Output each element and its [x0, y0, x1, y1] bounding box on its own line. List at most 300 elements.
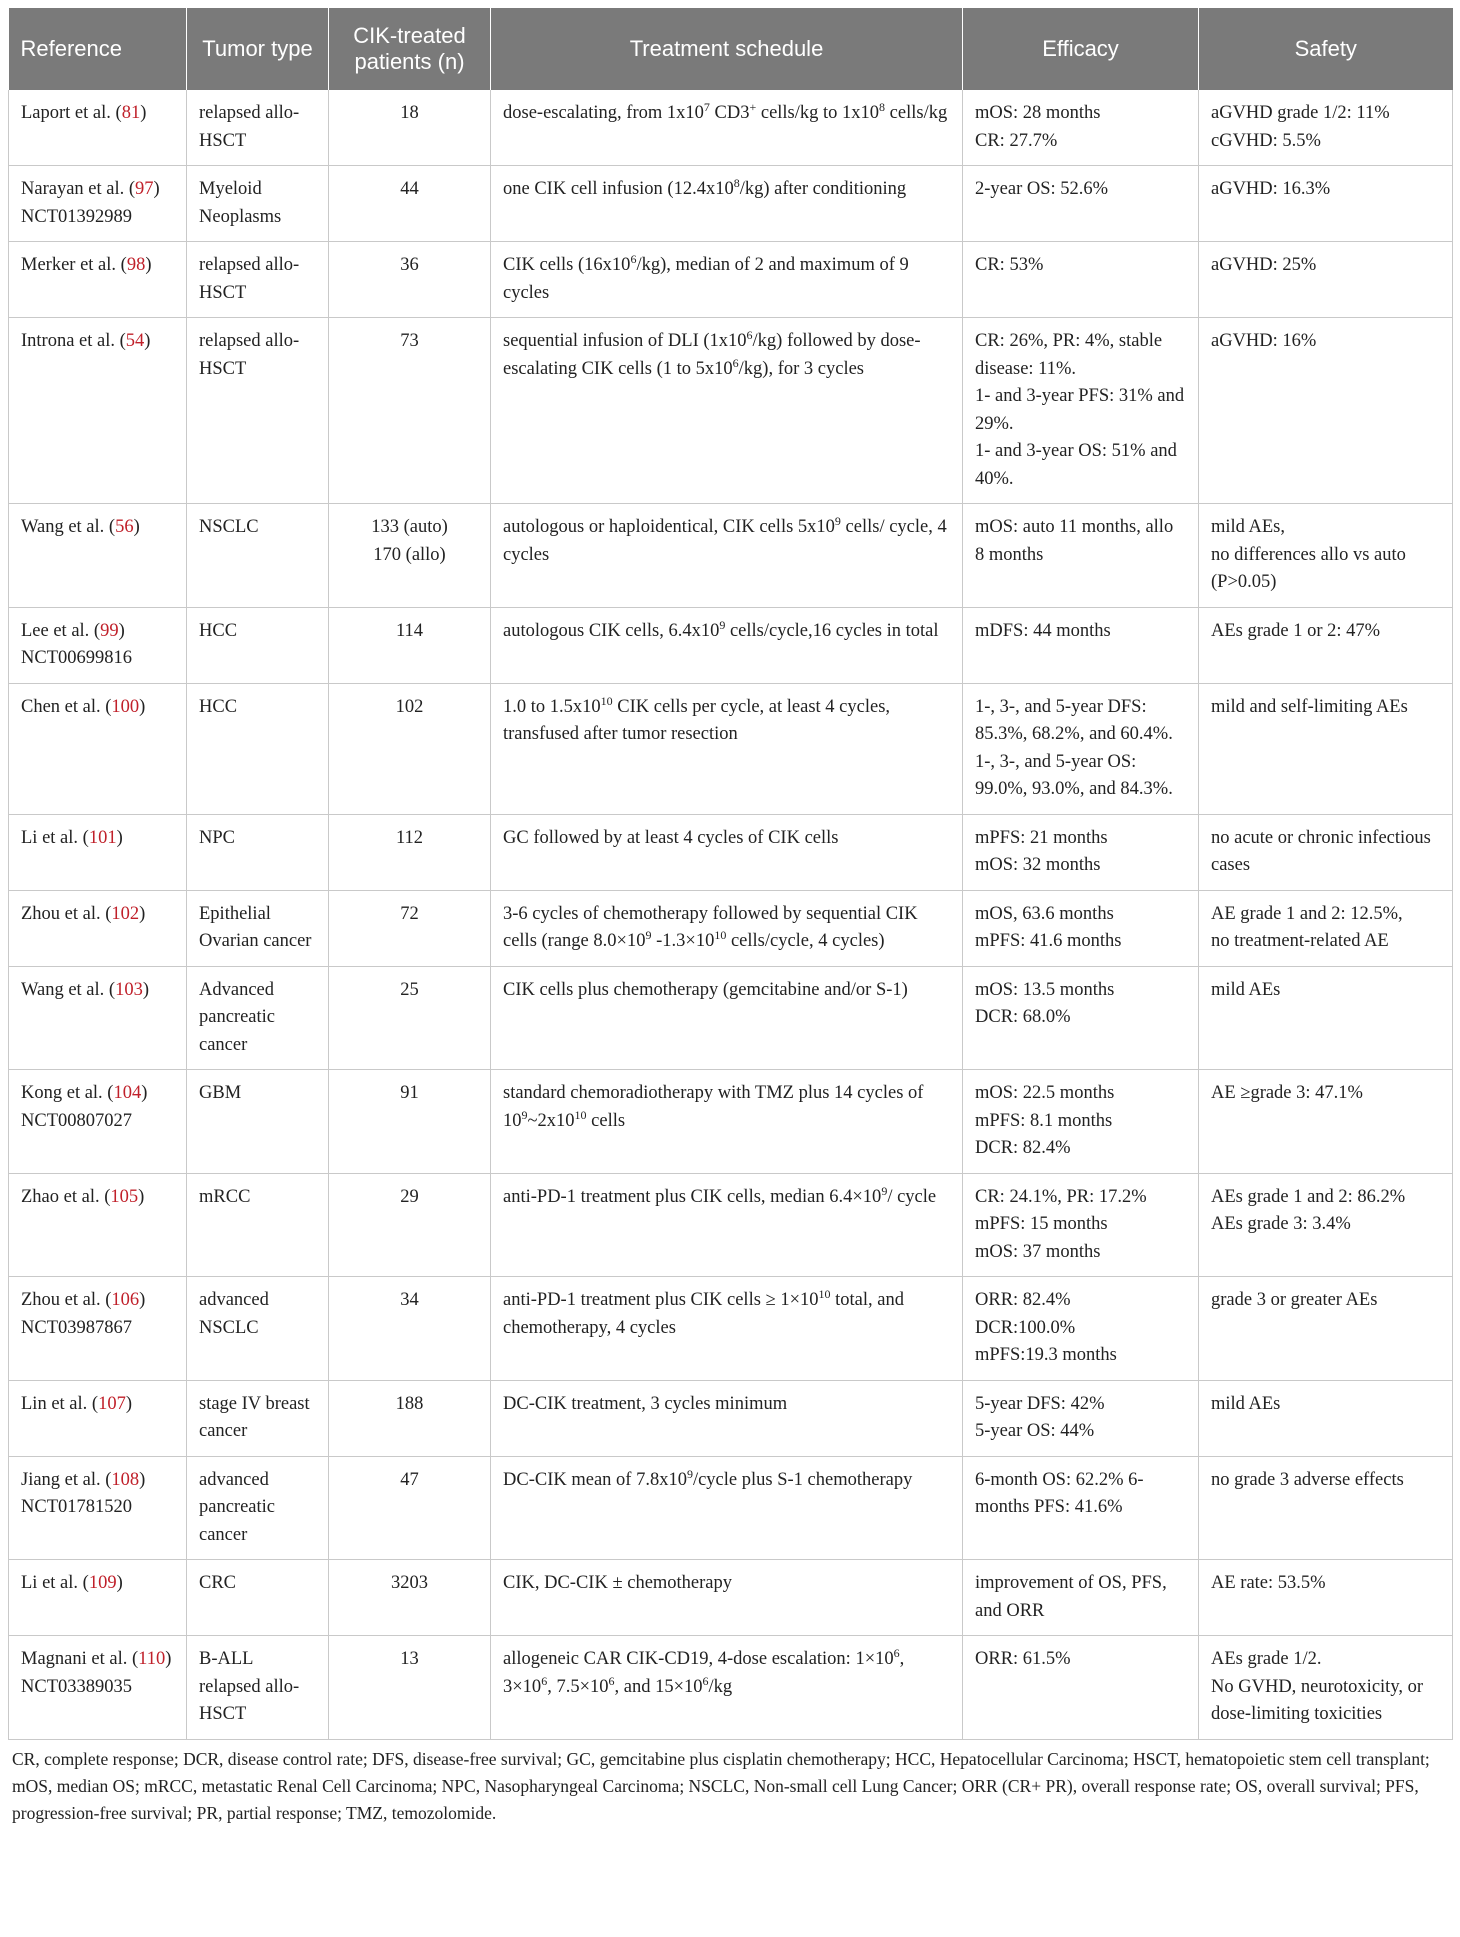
cell-tumor-type	[187, 814, 329, 890]
tumor-type-text: GBM	[199, 1083, 242, 1103]
safety-text: AE rate: 53.5%	[1211, 1573, 1326, 1593]
cell-efficacy	[963, 607, 1199, 683]
cell-treatment-schedule	[491, 1173, 963, 1277]
efficacy-text: mOS: auto 11 months, allo 8 months	[975, 517, 1174, 565]
header-treatment-schedule: Treatment schedule	[491, 8, 963, 90]
efficacy-text: DCR:100.0%	[975, 1317, 1076, 1338]
reference-number: 110	[138, 1649, 166, 1669]
reference-number: 102	[111, 903, 140, 924]
table-row	[9, 607, 1453, 683]
cell-safety	[1199, 1636, 1453, 1740]
treatment-text: cells/cycle,16 cycles in total	[725, 620, 939, 641]
cell-safety	[1199, 966, 1453, 1070]
treatment-text: / cycle	[887, 1186, 937, 1207]
table-row	[9, 683, 1453, 814]
reference-number: 103	[115, 979, 143, 1000]
reference-close: )	[141, 1083, 148, 1103]
reference-number: 100	[111, 696, 140, 717]
cell-safety	[1199, 890, 1453, 966]
cell-reference	[9, 242, 187, 318]
treatment-text: cells/cycle, 4 cycles)	[726, 931, 885, 951]
treatment-superscript: 6	[893, 1645, 900, 1660]
cell-patients	[329, 814, 491, 890]
treatment-text: DC-CIK mean of 7.8x10	[503, 1469, 687, 1490]
treatment-text: CD3	[709, 103, 750, 123]
reference-author: Chen et al. (	[21, 696, 112, 717]
treatment-text: CIK cells plus chemotherapy (gemcitabine and/or S-1)	[503, 979, 908, 1000]
nct-id: NCT03987867	[21, 1317, 132, 1338]
treatment-superscript: 6	[630, 251, 637, 266]
safety-text: grade 3 or greater AEs	[1211, 1290, 1378, 1310]
cell-efficacy	[963, 1277, 1199, 1381]
tumor-type-text: CRC	[199, 1573, 237, 1593]
treatment-text: GC followed by at least 4 cycles of CIK cells	[503, 827, 839, 848]
table-row	[9, 504, 1453, 608]
treatment-text: anti-PD-1 treatment plus CIK cells, median 6.4×10	[503, 1186, 882, 1207]
cell-tumor-type	[187, 683, 329, 814]
treatment-text: /cycle plus S-1 chemotherapy	[692, 1469, 913, 1490]
reference-number: 99	[100, 620, 119, 641]
patients-count: 3203	[391, 1573, 428, 1593]
efficacy-text: 5-year OS: 44%	[975, 1421, 1095, 1441]
reference-close: )	[139, 903, 146, 924]
cell-patients	[329, 318, 491, 504]
reference-number: 101	[88, 827, 117, 848]
cell-treatment-schedule	[491, 1560, 963, 1636]
treatment-text: cells	[586, 1110, 626, 1131]
patients-count: 114	[395, 620, 424, 641]
reference-close: )	[139, 1290, 146, 1310]
tumor-type-text: NPC	[199, 827, 235, 848]
reference-author: Zhou et al. (	[21, 1290, 112, 1310]
treatment-superscript: 9	[881, 1183, 888, 1198]
safety-text: mild and self-limiting AEs	[1211, 696, 1408, 717]
safety-text: mild AEs	[1211, 979, 1281, 1000]
cell-patients	[329, 504, 491, 608]
cell-reference	[9, 1636, 187, 1740]
treatment-superscript: 6	[702, 1673, 709, 1688]
cell-tumor-type	[187, 607, 329, 683]
cell-patients	[329, 683, 491, 814]
cell-tumor-type	[187, 1277, 329, 1381]
cell-patients	[329, 1456, 491, 1560]
table-row	[9, 1560, 1453, 1636]
cell-tumor-type	[187, 318, 329, 504]
safety-text: AEs grade 1 and 2: 86.2%	[1211, 1186, 1406, 1207]
treatment-superscript: 6	[608, 1673, 615, 1688]
cell-efficacy	[963, 1173, 1199, 1277]
efficacy-text: mPFS: 41.6 months	[975, 931, 1122, 951]
cell-treatment-schedule	[491, 1277, 963, 1381]
cell-reference	[9, 318, 187, 504]
treatment-text: standard chemoradiotherapy with TMZ plus 14 cycles of 10	[503, 1083, 924, 1131]
efficacy-text: ORR: 82.4%	[975, 1290, 1071, 1310]
cell-patients	[329, 1380, 491, 1456]
safety-text: AE grade 1 and 2: 12.5%,	[1211, 903, 1403, 924]
cell-treatment-schedule	[491, 1636, 963, 1740]
cell-treatment-schedule	[491, 1456, 963, 1560]
cell-treatment-schedule	[491, 242, 963, 318]
cell-efficacy	[963, 1456, 1199, 1560]
reference-author: Magnani et al. (	[21, 1649, 139, 1669]
efficacy-text: 1-, 3-, and 5-year DFS: 85.3%, 68.2%, and 60.4%.	[975, 696, 1173, 744]
reference-close: )	[142, 979, 149, 1000]
cell-patients	[329, 1173, 491, 1277]
treatment-superscript: 10	[714, 927, 727, 942]
efficacy-text: 1-, 3-, and 5-year OS: 99.0%, 93.0%, and 84.3%.	[975, 751, 1173, 799]
treatment-superscript: 6	[746, 327, 753, 342]
reference-author: Li et al. (	[21, 827, 89, 848]
cell-safety	[1199, 683, 1453, 814]
cell-reference	[9, 166, 187, 242]
cell-treatment-schedule	[491, 607, 963, 683]
efficacy-text: mOS: 32 months	[975, 855, 1101, 875]
reference-close: )	[139, 1469, 146, 1490]
treatment-superscript: 9	[645, 927, 652, 942]
safety-text: no treatment-related AE	[1211, 931, 1389, 951]
safety-text: AE ≥grade 3: 47.1%	[1211, 1083, 1363, 1103]
safety-text: no acute or chronic infectious cases	[1211, 827, 1431, 875]
reference-author: Narayan et al. (	[21, 179, 136, 199]
efficacy-text: 2-year OS: 52.6%	[975, 179, 1109, 199]
treatment-text: CIK cells per cycle, at least 4 cycles, transfused after tumor resection	[503, 696, 891, 744]
reference-author: Zhao et al. (	[21, 1186, 111, 1207]
treatment-text: , 3×10	[503, 1649, 905, 1697]
cell-patients	[329, 607, 491, 683]
reference-number: 106	[111, 1290, 140, 1310]
reference-close: )	[116, 827, 123, 848]
cell-safety	[1199, 1173, 1453, 1277]
cell-tumor-type	[187, 966, 329, 1070]
reference-close: )	[145, 255, 152, 275]
safety-text: AEs grade 1 or 2: 47%	[1211, 620, 1381, 641]
reference-close: )	[139, 696, 146, 717]
cell-safety	[1199, 1456, 1453, 1560]
cell-treatment-schedule	[491, 966, 963, 1070]
table-row	[9, 1173, 1453, 1277]
treatment-text: autologous or haploidentical, CIK cells 5x10	[503, 517, 835, 537]
reference-number: 97	[135, 179, 154, 199]
header-row	[9, 8, 1453, 90]
patients-count: 25	[400, 979, 419, 1000]
cell-efficacy	[963, 683, 1199, 814]
cell-treatment-schedule	[491, 890, 963, 966]
safety-text: aGVHD grade 1/2: 11%	[1211, 103, 1390, 123]
efficacy-text: mPFS:19.3 months	[975, 1345, 1117, 1365]
reference-number: 54	[125, 331, 145, 351]
cell-tumor-type	[187, 90, 329, 166]
cell-reference	[9, 683, 187, 814]
cell-safety	[1199, 90, 1453, 166]
cell-efficacy	[963, 966, 1199, 1070]
cell-treatment-schedule	[491, 166, 963, 242]
treatment-text: DC-CIK treatment, 3 cycles minimum	[503, 1393, 788, 1414]
treatment-text: dose-escalating, from 1x10	[503, 103, 704, 123]
patients-count: 91	[400, 1083, 419, 1103]
reference-author: Kong et al. (	[21, 1083, 114, 1103]
table-row	[9, 90, 1453, 166]
table-row	[9, 1380, 1453, 1456]
table-row	[9, 890, 1453, 966]
cell-patients	[329, 90, 491, 166]
safety-text: aGVHD: 16%	[1211, 331, 1317, 351]
table-row	[9, 814, 1453, 890]
reference-number: 98	[126, 255, 146, 275]
tumor-type-text: B-ALL	[199, 1649, 254, 1669]
treatment-superscript: 9	[719, 617, 726, 632]
reference-close: )	[133, 517, 140, 537]
cell-reference	[9, 607, 187, 683]
cell-tumor-type	[187, 890, 329, 966]
treatment-text: , 7.5×10	[547, 1676, 609, 1697]
patients-count: 29	[400, 1186, 419, 1207]
patients-count: 44	[400, 179, 419, 199]
efficacy-text: mPFS: 8.1 months	[975, 1110, 1113, 1131]
reference-author: Wang et al. (	[21, 517, 116, 537]
treatment-text: one CIK cell infusion (12.4x10	[503, 179, 734, 199]
safety-text: no grade 3 adverse effects	[1211, 1469, 1404, 1490]
patients-count: 34	[400, 1290, 419, 1310]
cell-tumor-type	[187, 1070, 329, 1174]
reference-author: Merker et al. (	[21, 255, 127, 275]
tumor-type-text: relapsed allo-HSCT	[199, 331, 300, 379]
treatment-superscript: +	[749, 99, 757, 114]
patients-count: 112	[395, 827, 424, 848]
efficacy-text: DCR: 68.0%	[975, 1007, 1071, 1027]
cell-patients	[329, 166, 491, 242]
efficacy-text: mOS: 37 months	[975, 1241, 1101, 1262]
reference-close: )	[118, 620, 125, 641]
cell-treatment-schedule	[491, 1380, 963, 1456]
cell-treatment-schedule	[491, 1070, 963, 1174]
tumor-type-text: advanced NSCLC	[199, 1290, 269, 1338]
efficacy-text: mPFS: 15 months	[975, 1214, 1108, 1234]
reference-author: Lin et al. (	[21, 1393, 99, 1414]
treatment-text: 1.0 to 1.5x10	[503, 696, 601, 717]
cell-tumor-type	[187, 1456, 329, 1560]
cell-reference	[9, 814, 187, 890]
tumor-type-text: mRCC	[199, 1186, 251, 1207]
header-reference: Reference	[9, 8, 187, 90]
cell-reference	[9, 1277, 187, 1381]
efficacy-text: mOS: 28 months	[975, 103, 1101, 123]
efficacy-text: ORR: 61.5%	[975, 1649, 1071, 1669]
safety-text: AEs grade 3: 3.4%	[1211, 1214, 1351, 1234]
cell-reference	[9, 966, 187, 1070]
treatment-text: /kg), for 3 cycles	[738, 358, 865, 379]
tumor-type-text: relapsed allo-HSCT	[199, 1676, 300, 1724]
efficacy-text: mOS, 63.6 months	[975, 903, 1114, 924]
table-row	[9, 1070, 1453, 1174]
nct-id: NCT00807027	[21, 1110, 132, 1131]
header-safety: Safety	[1199, 8, 1453, 90]
efficacy-text: 5-year DFS: 42%	[975, 1393, 1105, 1414]
cell-efficacy	[963, 318, 1199, 504]
cell-reference	[9, 90, 187, 166]
patients-count: 13	[400, 1649, 419, 1669]
table-footnote: CR, complete response; DCR, disease control rate; DFS, disease-free survival; GC, gemcitabine plus cisplatin chemotherapy; HCC, Hepatocellular Carcinoma; HSCT, hematopoietic stem cell transplant; mOS, median OS; mRCC, metastatic Renal Cell Carcinoma; NPC, Nasopharyngeal Carcinoma; NSCLC, Non-small cell Lung Cancer; ORR (CR+ PR), overall response rate; OS, overall survival; PFS, progression-free survival; PR, partial response; TMZ, temozolomide.	[12, 1748, 1430, 1823]
header-tumor-type: Tumor type	[187, 8, 329, 90]
efficacy-text: CR: 26%, PR: 4%, stable disease: 11%.	[975, 331, 1163, 379]
efficacy-text: improvement of OS, PFS, and ORR	[975, 1573, 1167, 1621]
nct-id: NCT03389035	[21, 1676, 132, 1697]
cell-safety	[1199, 1277, 1453, 1381]
table-row	[9, 1636, 1453, 1740]
treatment-superscript: 6	[732, 355, 739, 370]
reference-number: 107	[98, 1393, 126, 1414]
cell-safety	[1199, 242, 1453, 318]
cell-tumor-type	[187, 504, 329, 608]
cell-treatment-schedule	[491, 318, 963, 504]
treatment-text: -1.3×10	[651, 931, 715, 951]
cell-tumor-type	[187, 1560, 329, 1636]
cell-patients	[329, 242, 491, 318]
safety-text: AEs grade 1/2.	[1211, 1649, 1322, 1669]
reference-author: Introna et al. (	[21, 331, 126, 351]
cell-treatment-schedule	[491, 504, 963, 608]
cell-patients	[329, 1560, 491, 1636]
cell-safety	[1199, 1560, 1453, 1636]
reference-author: Li et al. (	[21, 1573, 89, 1593]
cell-reference	[9, 1560, 187, 1636]
efficacy-text: CR: 27.7%	[975, 130, 1058, 151]
header-patients: CIK-treated patients (n)	[329, 8, 491, 90]
treatment-superscript: 9	[521, 1107, 528, 1122]
tumor-type-text: advanced pancreatic cancer	[199, 1469, 275, 1545]
treatment-text: /kg	[708, 1676, 733, 1697]
treatment-superscript: 10	[600, 693, 613, 708]
header-efficacy: Efficacy	[963, 8, 1199, 90]
treatment-text: CIK, DC-CIK ± chemotherapy	[503, 1573, 733, 1593]
cell-tumor-type	[187, 1636, 329, 1740]
treatment-text: /kg) after conditioning	[739, 179, 907, 199]
treatment-text: ~2x10	[527, 1110, 575, 1131]
treatment-text: anti-PD-1 treatment plus CIK cells ≥ 1×10	[503, 1290, 819, 1310]
treatment-superscript: 8	[733, 175, 740, 190]
treatment-superscript: 9	[834, 513, 841, 528]
tumor-type-text: Advanced pancreatic cancer	[199, 979, 275, 1055]
tumor-type-text: relapsed allo-HSCT	[199, 255, 300, 303]
treatment-superscript: 7	[703, 99, 710, 114]
patients-count: 188	[395, 1393, 424, 1414]
patients-count: 102	[395, 696, 424, 717]
cell-reference	[9, 1070, 187, 1174]
reference-number: 104	[113, 1083, 142, 1103]
patients-count: 36	[400, 255, 419, 275]
treatment-text: cells/kg	[885, 103, 948, 123]
cell-tumor-type	[187, 242, 329, 318]
patients-count: 18	[400, 103, 419, 123]
reference-number: 56	[115, 517, 134, 537]
treatment-text: allogeneic CAR CIK-CD19, 4-dose escalation: 1×10	[503, 1649, 894, 1669]
patients-count: 133 (auto)	[371, 517, 448, 537]
treatment-text: CIK cells (16x10	[503, 255, 631, 275]
efficacy-text: CR: 24.1%, PR: 17.2%	[975, 1186, 1147, 1207]
treatment-text: /kg) followed by dose-escalating CIK cells (1 to 5x10	[503, 331, 921, 379]
cell-safety	[1199, 1070, 1453, 1174]
cell-efficacy	[963, 890, 1199, 966]
table-row	[9, 242, 1453, 318]
tumor-type-text: NSCLC	[199, 517, 259, 537]
cell-tumor-type	[187, 1380, 329, 1456]
cell-reference	[9, 504, 187, 608]
reference-close: )	[116, 1573, 123, 1593]
nct-id: NCT01781520	[21, 1497, 132, 1517]
safety-text: mild AEs	[1211, 1393, 1281, 1414]
reference-author: Zhou et al. (	[21, 903, 112, 924]
reference-author: Lee et al. (	[21, 620, 101, 641]
reference-close: )	[153, 179, 160, 199]
reference-close: )	[138, 1186, 145, 1207]
cell-efficacy	[963, 166, 1199, 242]
patients-count: 72	[400, 903, 419, 924]
nct-id: NCT00699816	[21, 648, 132, 668]
tumor-type-text: Myeloid Neoplasms	[199, 179, 282, 227]
cell-patients	[329, 1636, 491, 1740]
safety-text: no differences allo vs auto (P>0.05)	[1211, 544, 1406, 592]
treatment-text: 3-6 cycles of chemotherapy followed by sequential CIK cells (range 8.0×10	[503, 903, 918, 951]
cell-patients	[329, 1277, 491, 1381]
tumor-type-text: relapsed allo-HSCT	[199, 103, 300, 151]
nct-id: NCT01392989	[21, 206, 132, 227]
treatment-superscript: 9	[686, 1466, 693, 1481]
reference-number: 81	[121, 103, 141, 123]
table-row	[9, 966, 1453, 1070]
cell-patients	[329, 966, 491, 1070]
treatment-superscript: 6	[541, 1673, 548, 1688]
reference-close: )	[144, 331, 151, 351]
table-container	[8, 8, 1452, 1827]
reference-number: 108	[111, 1469, 140, 1490]
cell-reference	[9, 1173, 187, 1277]
treatment-superscript: 10	[574, 1107, 587, 1122]
table-body	[9, 90, 1453, 1739]
patients-count: 170 (allo)	[373, 544, 446, 565]
patients-count: 73	[400, 331, 419, 351]
safety-text: mild AEs,	[1211, 517, 1286, 537]
tumor-type-text: HCC	[199, 620, 238, 641]
reference-number: 109	[88, 1573, 117, 1593]
cell-reference	[9, 890, 187, 966]
cell-reference	[9, 1456, 187, 1560]
table-row	[9, 166, 1453, 242]
efficacy-text: 1- and 3-year PFS: 31% and 29%.	[975, 386, 1185, 434]
cell-treatment-schedule	[491, 683, 963, 814]
cell-efficacy	[963, 242, 1199, 318]
efficacy-text: mOS: 22.5 months	[975, 1083, 1115, 1103]
efficacy-text: mDFS: 44 months	[975, 620, 1111, 641]
patients-count: 47	[400, 1469, 419, 1490]
efficacy-text: DCR: 82.4%	[975, 1138, 1071, 1158]
cell-patients	[329, 890, 491, 966]
cell-efficacy	[963, 504, 1199, 608]
cell-efficacy	[963, 1636, 1199, 1740]
cell-efficacy	[963, 1380, 1199, 1456]
safety-text: cGVHD: 5.5%	[1211, 130, 1321, 151]
tumor-type-text: Epithelial Ovarian cancer	[199, 903, 312, 951]
reference-number: 105	[110, 1186, 139, 1207]
treatment-text: total, and chemotherapy, 4 cycles	[503, 1290, 904, 1338]
safety-text: aGVHD: 16.3%	[1211, 179, 1331, 199]
efficacy-text: CR: 53%	[975, 255, 1044, 275]
cell-efficacy	[963, 90, 1199, 166]
table-row	[9, 318, 1453, 504]
treatment-text: /kg), median of 2 and maximum of 9 cycles	[503, 255, 909, 303]
tumor-type-text: HCC	[199, 696, 238, 717]
cell-safety	[1199, 814, 1453, 890]
reference-close: )	[165, 1649, 172, 1669]
efficacy-text: 6-month OS: 62.2% 6-months PFS: 41.6%	[975, 1469, 1144, 1517]
